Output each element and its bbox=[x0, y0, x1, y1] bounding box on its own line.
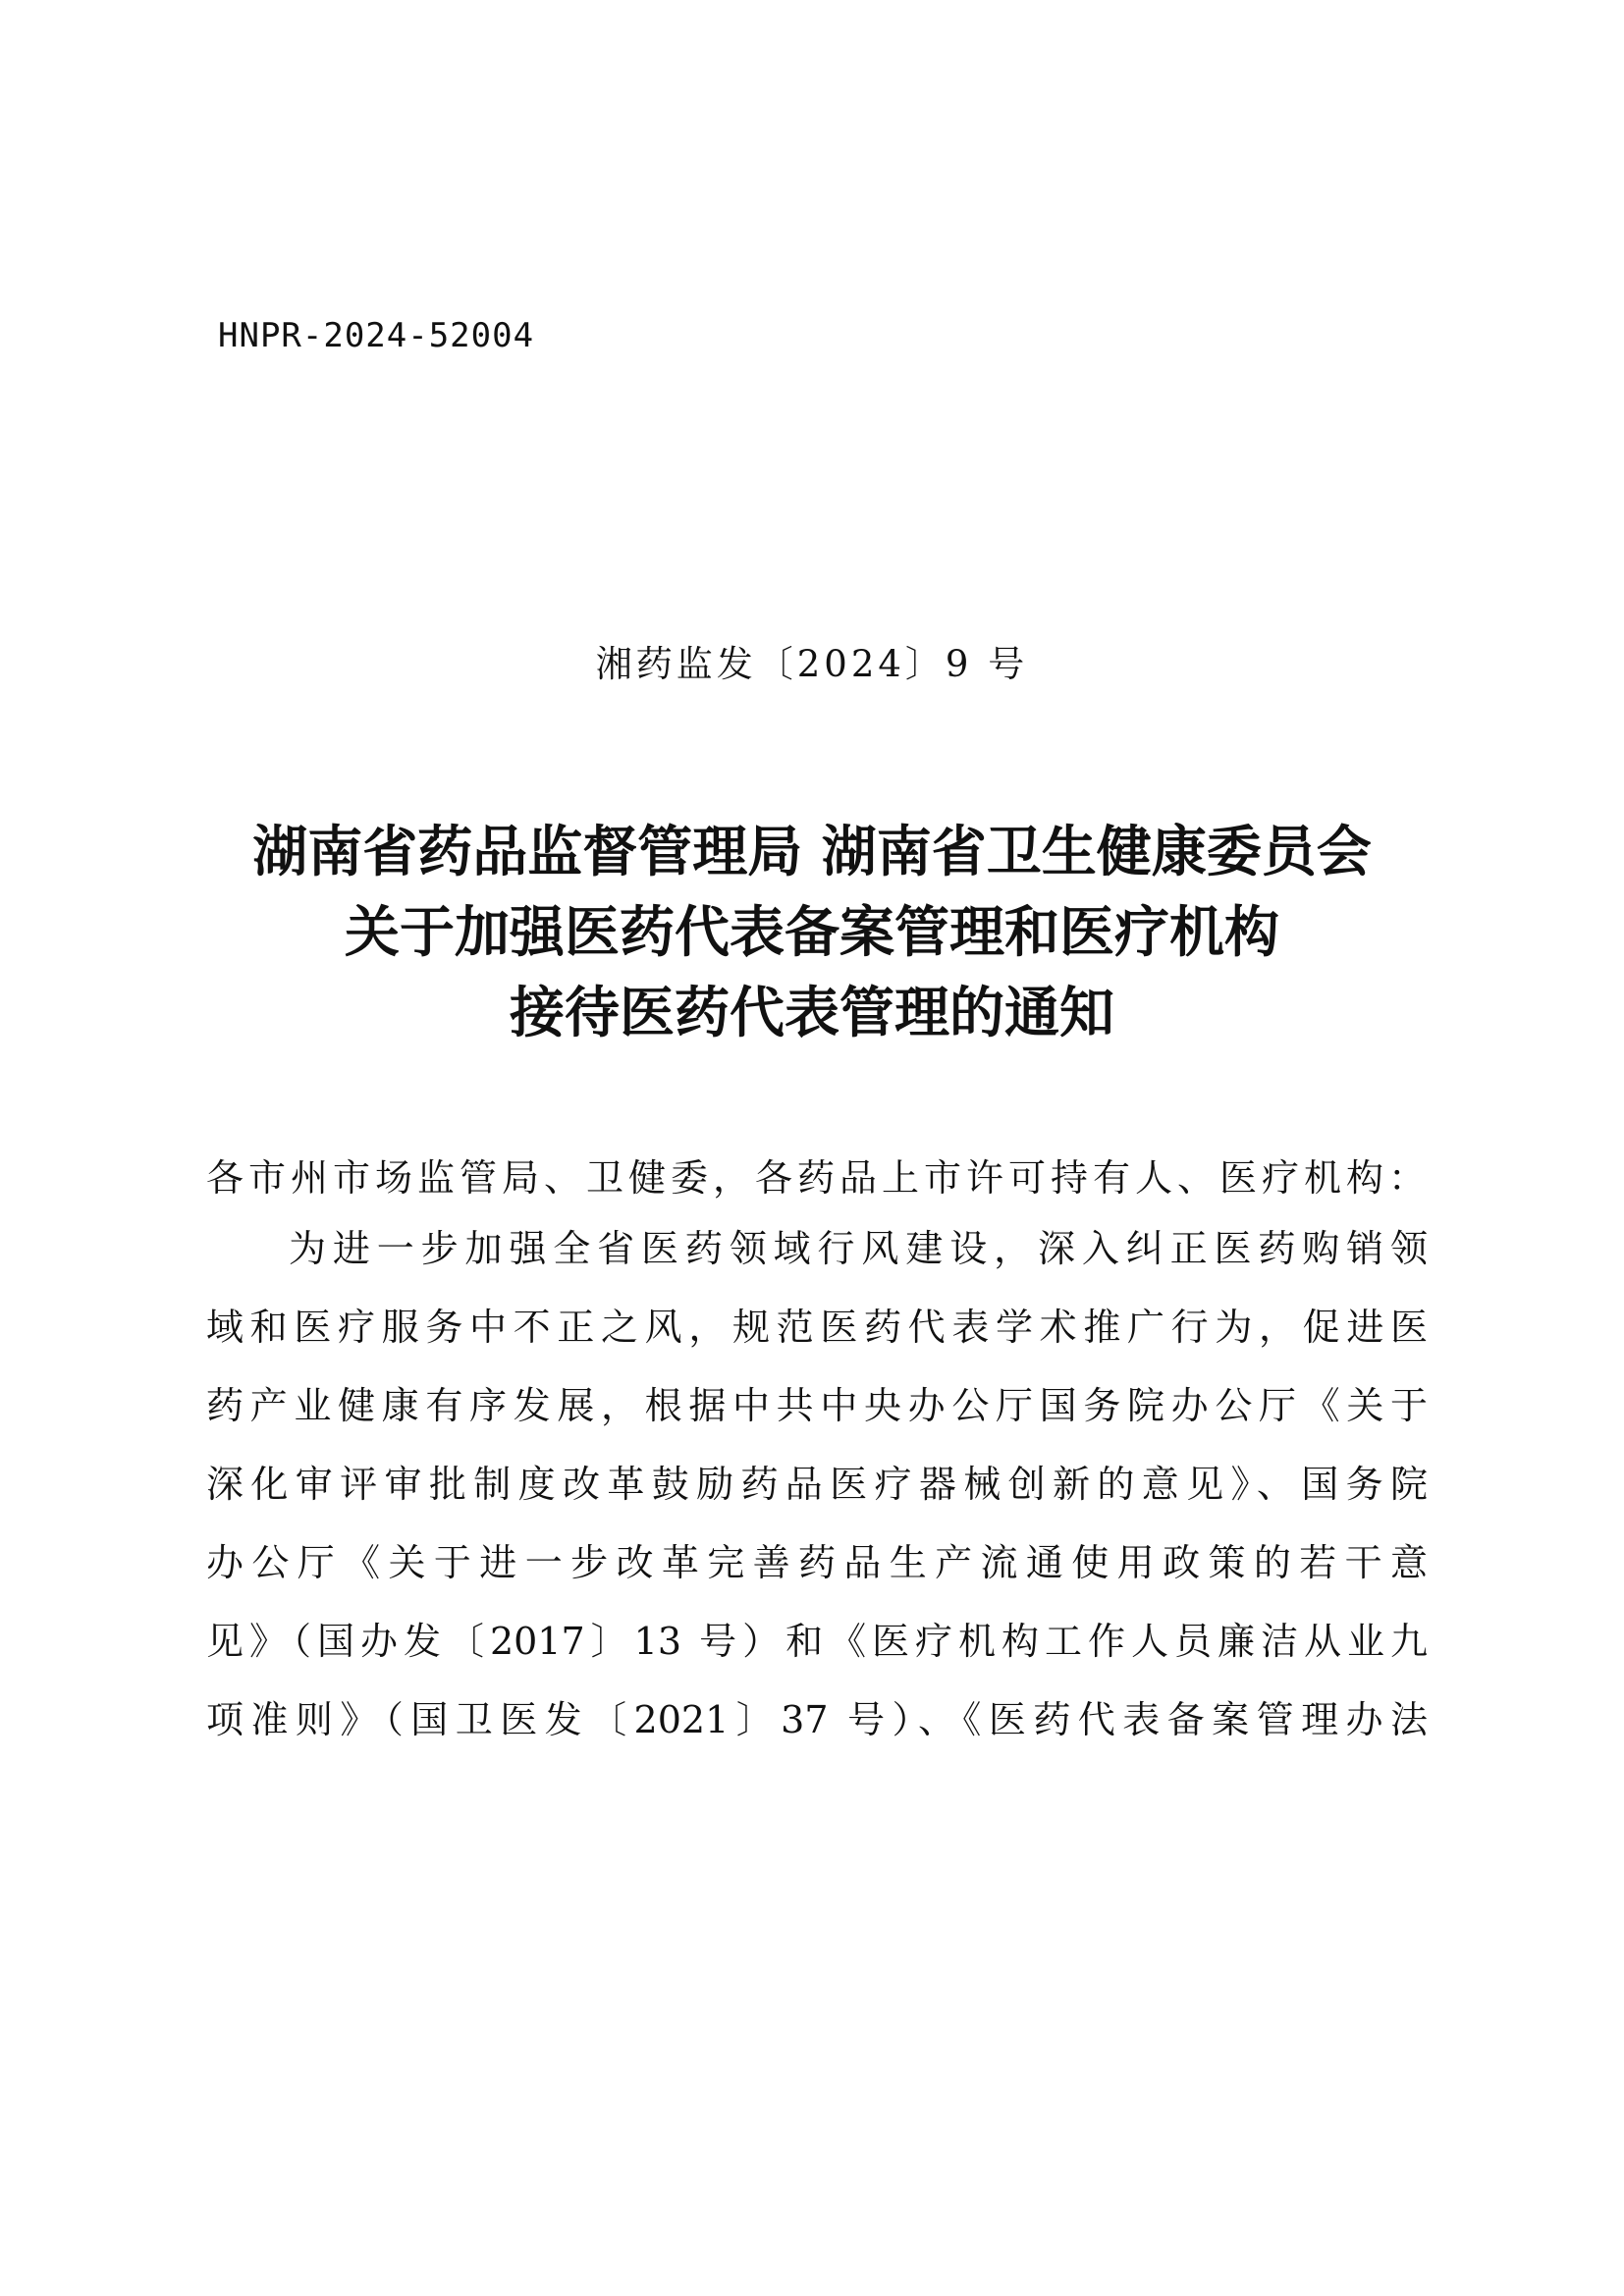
body-line: 为进一步加强全省医药领域行风建设，深入纠正医药购销领 bbox=[289, 1227, 1428, 1270]
document-code: HNPR-2024-52004 bbox=[218, 316, 535, 355]
title-line-3: 接待医药代表管理的通知 bbox=[510, 982, 1114, 1045]
body-paragraph bbox=[206, 1221, 1428, 1771]
document-title bbox=[147, 813, 1477, 1054]
body-line: 办公厅《关于进一步改革完善药品生产流通使用政策的若干意 bbox=[206, 1541, 1428, 1584]
body-line: 深化审评审批制度改革鼓励药品医疗器械创新的意见》、国务院 bbox=[206, 1463, 1428, 1506]
issue-number: 湘药监发〔2024〕9 号 bbox=[595, 643, 1029, 685]
title-line-1: 湖南省药品监督管理局 湖南省卫生健康委员会 bbox=[252, 821, 1372, 884]
body-line: 域和医疗服务中不正之风，规范医药代表学术推广行为，促进医 bbox=[206, 1306, 1428, 1349]
salutation: 各市州市场监管局、卫健委，各药品上市许可持有人、医疗机构： bbox=[206, 1156, 1432, 1200]
body-line: 见》（国办发〔2017〕13 号）和《医疗机构工作人员廉洁从业九 bbox=[206, 1620, 1428, 1663]
body-line: 项准则》（国卫医发〔2021〕37 号）、《医药代表备案管理办法 bbox=[206, 1698, 1428, 1741]
body-line: 药产业健康有序发展，根据中共中央办公厅国务院办公厅《关于 bbox=[206, 1384, 1428, 1427]
title-line-2: 关于加强医药代表备案管理和医疗机构 bbox=[345, 901, 1279, 965]
